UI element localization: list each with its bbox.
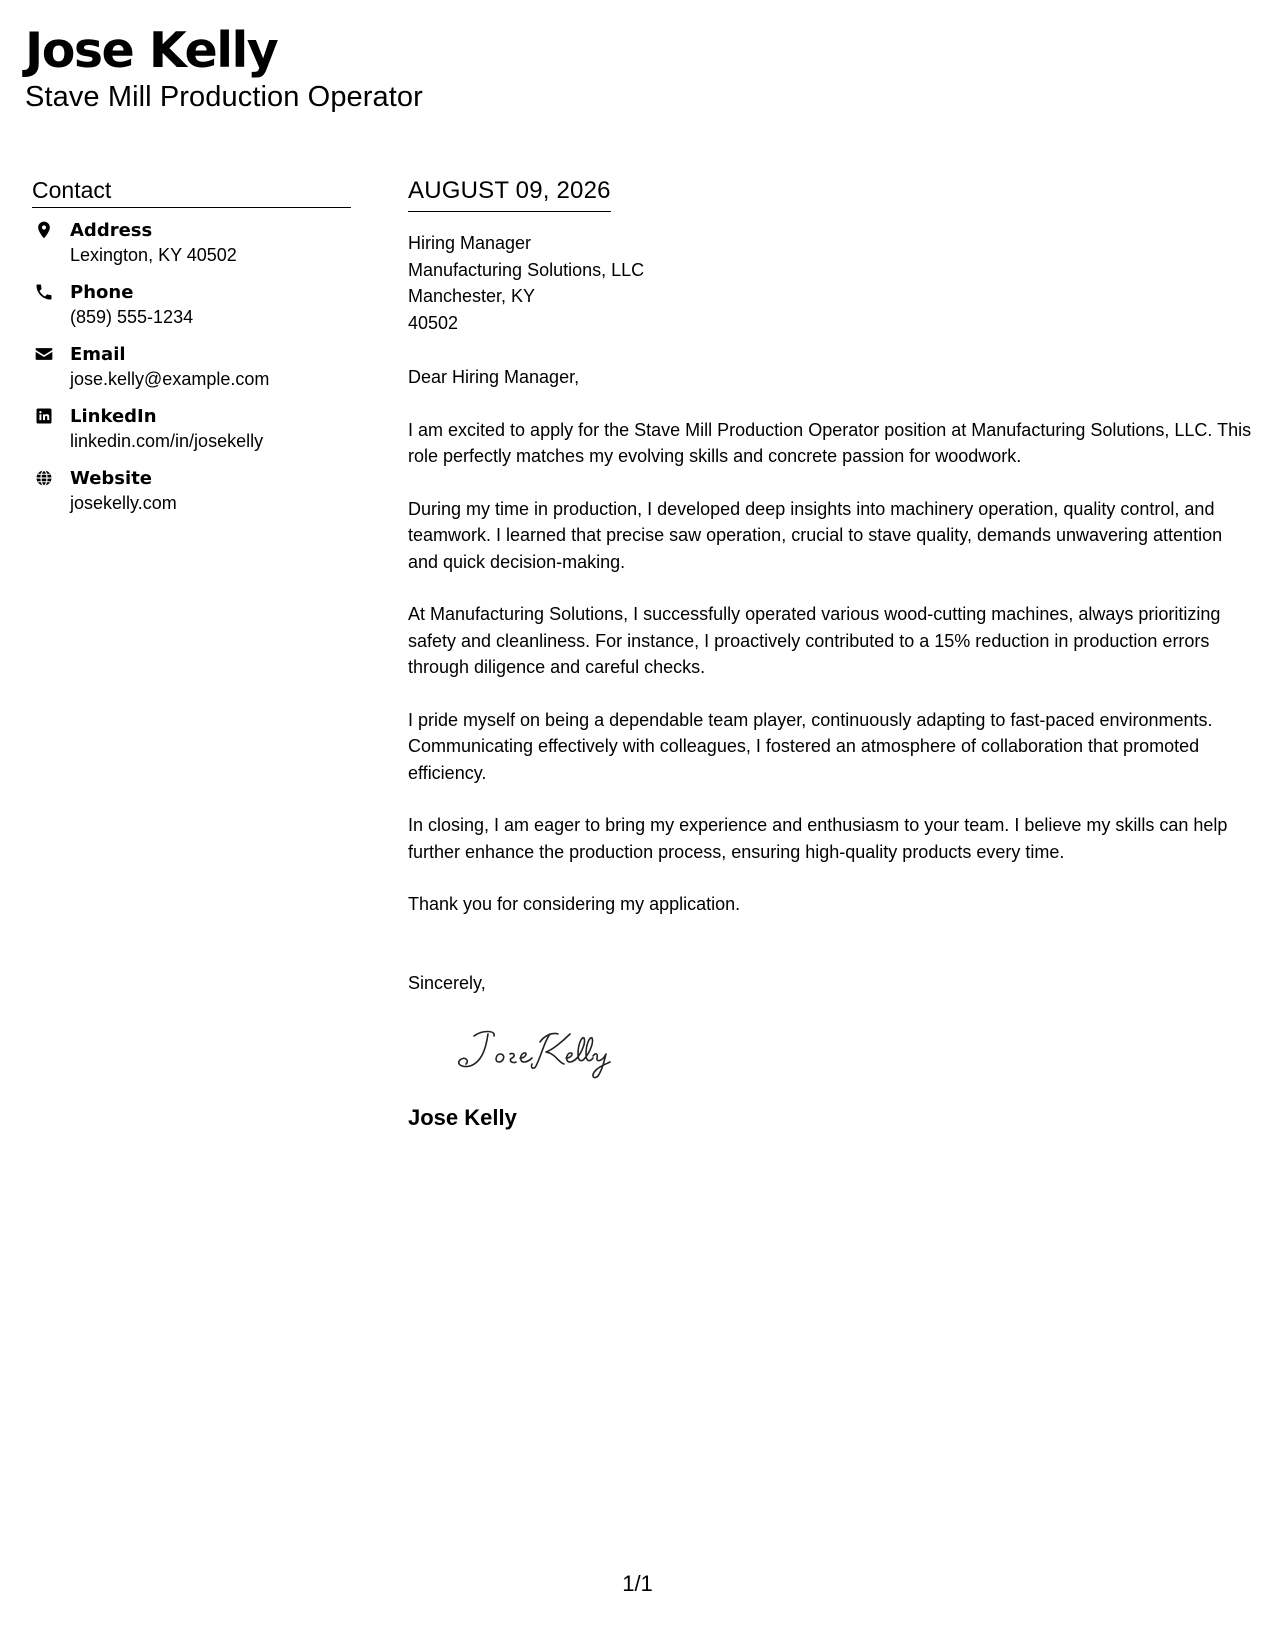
- handwritten-signature: [452, 1022, 1253, 1080]
- contact-heading: Contact: [32, 176, 351, 208]
- letter-paragraph: At Manufacturing Solutions, I successfully operated various wood-cutting machines, always prioritizing safety and cleanliness. For instance, I proactively contributed to a 15% reduction in production errors through diligence and careful checks.: [408, 604, 1221, 677]
- contact-label-email: Email: [70, 344, 126, 365]
- resume-header: [25, 22, 423, 114]
- signed-name: Jose Kelly: [408, 1105, 517, 1130]
- contact-item-phone: [32, 280, 351, 330]
- contact-value-linkedin: linkedin.com/in/josekelly: [70, 431, 264, 451]
- phone-icon: [32, 280, 56, 304]
- letter-paragraph: I pride myself on being a dependable team player, continuously adapting to fast-paced environments. Communicating effectively with colleagues, I fostered an atmosphere of collaboration that promoted efficiency.: [408, 709, 1213, 783]
- globe-icon: [32, 466, 56, 490]
- applicant-name: Jose Kelly: [25, 22, 278, 79]
- letter-paragraph: During my time in production, I developed deep insights into machinery operation, quality control, and teamwork. I learned that precise saw operation, crucial to stave quality, demands unwavering attention and quick decision-making.: [408, 498, 1223, 572]
- contact-sidebar: [32, 176, 351, 528]
- recipient-line: Manufacturing Solutions, LLC: [408, 259, 645, 280]
- contact-item-address: [32, 218, 351, 268]
- contact-item-linkedin: [32, 404, 351, 454]
- job-title: Stave Mill Production Operator: [25, 81, 423, 113]
- contact-label-linkedin: LinkedIn: [70, 406, 157, 427]
- contact-value-email: jose.kelly@example.com: [70, 369, 270, 389]
- closing: Sincerely,: [408, 972, 486, 993]
- letter-body: [408, 176, 1253, 1132]
- location-pin-icon: [32, 218, 56, 242]
- recipient-block: [408, 230, 1253, 336]
- salutation: Dear Hiring Manager,: [408, 367, 580, 387]
- recipient-line: Manchester, KY: [408, 286, 536, 306]
- letter-paragraph: I am excited to apply for the Stave Mill Production Operator position at Manufacturing Solutions, LLC. This role perfectly matches my evolving skills and concrete passion for woodwork.: [408, 419, 1252, 466]
- contact-label-phone: Phone: [70, 282, 134, 303]
- letter-paragraph: Thank you for considering my application.: [408, 894, 741, 914]
- envelope-icon: [32, 342, 56, 366]
- recipient-line: Hiring Manager: [408, 233, 532, 253]
- letter-paragraph: In closing, I am eager to bring my experience and enthusiasm to your team. I believe my skills can help further enhance the production process, ensuring high-quality products every time.: [408, 815, 1228, 862]
- contact-value-address: Lexington, KY 40502: [70, 245, 237, 265]
- contact-item-website: [32, 466, 351, 516]
- contact-value-website: josekelly.com: [70, 493, 177, 513]
- page-number: 1/1: [622, 1571, 653, 1596]
- contact-label-address: Address: [70, 220, 153, 241]
- contact-label-website: Website: [70, 468, 153, 489]
- linkedin-icon: [32, 404, 56, 428]
- contact-item-email: [32, 342, 351, 392]
- letter-date: AUGUST 09, 2026: [408, 176, 611, 212]
- recipient-line: 40502: [408, 312, 459, 333]
- contact-value-phone: (859) 555-1234: [70, 307, 194, 327]
